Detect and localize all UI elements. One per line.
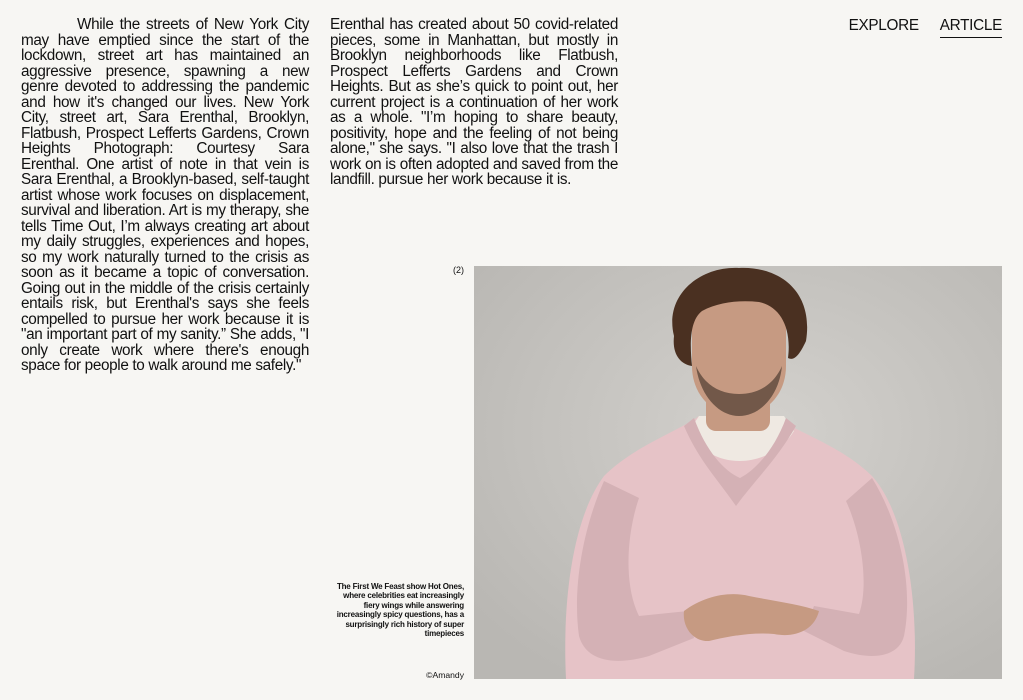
portrait-photo (474, 266, 1002, 679)
portrait-illustration (474, 266, 1002, 679)
photo-credit: ©Amandy (426, 670, 464, 680)
nav-explore-link[interactable]: EXPLORE (848, 17, 919, 34)
figure-caption: The First We Feast show Hot Ones, where celebrities eat increasingly fiery wings while answering increasingly spicy questions, has a surprisingly rich history of super timepieces (336, 582, 464, 639)
article-column-1: While the streets of New York City may have emptied since the start of the lockdown, street art has maintained an aggressive presence, spawning a new genre devoted to addressing the pandemic and how it's changed our lives. New York City, street art, Sara Erenthal, Brooklyn, Flatbush, Prospect Lefferts Gardens, Crown Heights Photograph: Courtesy Sara Erenthal. One artist of note in that vein is Sara Erenthal, a Brooklyn-based, self-taught artist whose work focuses on displacement, survival and liberation. Art is my therapy, she tells Time Out, I’m always creating art about my daily struggles, experiences and hopes, so my work naturally turned to the crisis as soon as it became a topic of conversation. Going out in the middle of the crisis certainly entails risk, but Erenthal's says she feels compelled to pursue her work because it is "an important part of my sanity.” She adds, "I only create work where there's enough space for people to walk around me safely." (21, 16, 309, 374)
article-column-2: Erenthal has created about 50 covid-related pieces, some in Manhattan, but mostly in Brooklyn neighborhoods like Flatbush, Prospect Lefferts Gardens and Crown Heights. But as she’s quick to point out, her current project is a continuation of her work as a whole. "I’m hoping to share beauty, positivity, hope and the feeling of not being alone," she says. "I also love that the trash I work on is often adopted and saved from the landfill. pursue her work because it is. (330, 16, 618, 188)
top-nav (849, 17, 1002, 38)
figure-index: (2) (453, 265, 464, 275)
nav-article-link[interactable]: ARTICLE (940, 17, 1002, 38)
